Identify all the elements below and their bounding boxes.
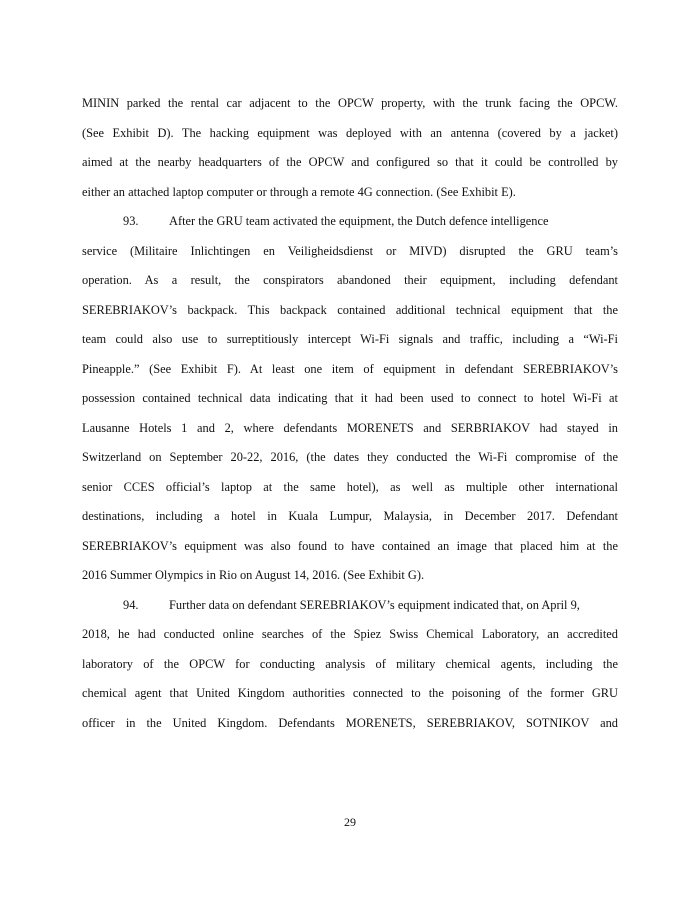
- paragraph-93: [82, 207, 618, 591]
- paragraph-94: [82, 591, 618, 739]
- text-line: aimed at the nearby headquarters of the OPCW and configured so that it could be controlled by: [82, 155, 618, 169]
- text-line: 2016 Summer Olympics in Rio on August 14, 2016. (See Exhibit G).: [82, 568, 425, 582]
- text-line: MININ parked the rental car adjacent to the OPCW property, with the trunk facing the OPCW.: [82, 96, 618, 110]
- text-line: either an attached laptop computer or through a remote 4G connection. (See Exhibit E).: [82, 184, 516, 199]
- text-line: SEREBRIAKOV’s equipment was also found to have contained an image that placed him at the: [82, 538, 618, 553]
- body-text: [82, 89, 618, 738]
- paragraph-continuation: [82, 89, 618, 207]
- paragraph-number: 94.: [123, 597, 139, 612]
- text-line: laboratory of the OPCW for conducting analysis of military chemical agents, including the: [82, 656, 618, 671]
- text-line: SEREBRIAKOV’s backpack. This backpack contained additional technical equipment that the: [82, 302, 618, 317]
- text-line: senior CCES official’s laptop at the same hotel), as well as multiple other international: [82, 479, 618, 494]
- text-line-content: Further data on defendant SEREBRIAKOV’s equipment indicated that, on April 9,: [169, 597, 580, 612]
- page-number: 29: [344, 815, 356, 829]
- text-line: [82, 591, 618, 621]
- text-line: service (Militaire Inlichtingen en Veiligheidsdienst or MIVD) disrupted the GRU team’s: [82, 243, 618, 258]
- text-line: destinations, including a hotel in Kuala Lumpur, Malaysia, in December 2017. Defendant: [82, 509, 618, 523]
- text-line: operation. As a result, the conspirators abandoned their equipment, including defendant: [82, 273, 618, 287]
- text-line: Switzerland on September 20-22, 2016, (the dates they conducted the Wi-Fi compromise of the: [82, 450, 618, 464]
- text-line: team could also use to surreptitiously intercept Wi-Fi signals and traffic, including a “Wi-Fi: [82, 332, 618, 346]
- text-line: 2018, he had conducted online searches of the Spiez Swiss Chemical Laboratory, an accredited: [82, 627, 618, 641]
- text-line: possession contained technical data indicating that it had been used to connect to hotel Wi-Fi at: [82, 391, 618, 405]
- text-line-content: After the GRU team activated the equipment, the Dutch defence intelligence: [169, 214, 549, 228]
- text-line: Lausanne Hotels 1 and 2, where defendants MORENETS and SERBRIAKOV had stayed in: [82, 420, 618, 435]
- text-line: (See Exhibit D). The hacking equipment was deployed with an antenna (covered by a jacket): [82, 125, 618, 140]
- paragraph-number: 93.: [123, 214, 139, 228]
- text-line: chemical agent that United Kingdom authorities connected to the poisoning of the former GRU: [82, 686, 618, 700]
- text-line: [82, 207, 618, 237]
- text-line: officer in the United Kingdom. Defendants MORENETS, SEREBRIAKOV, SOTNIKOV and: [82, 715, 618, 730]
- text-line: Pineapple.” (See Exhibit F). At least one item of equipment in defendant SEREBRIAKOV’s: [82, 361, 618, 376]
